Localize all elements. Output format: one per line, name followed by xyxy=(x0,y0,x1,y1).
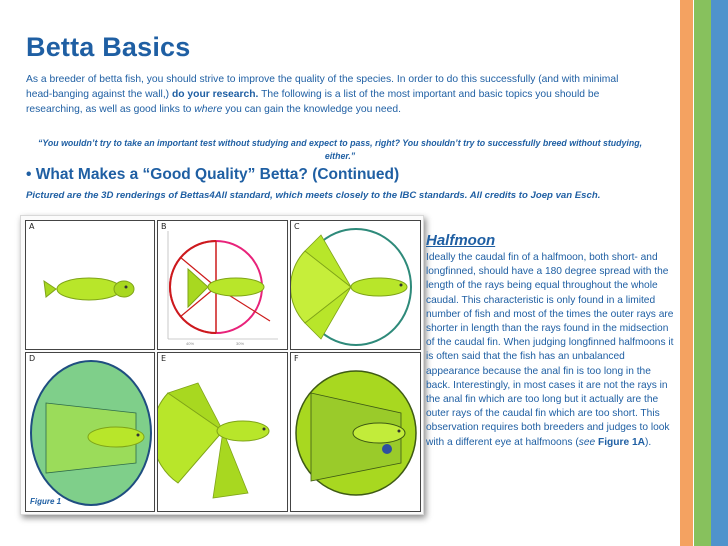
fish-rendering-e xyxy=(158,353,288,512)
see-italic: see xyxy=(578,436,596,448)
intro-text-2: The following is a list of the most important and basic topics you should be researching, as well as good links to xyxy=(26,89,600,115)
intro-bold: do your research. xyxy=(171,89,259,100)
halfmoon-title: Halfmoon xyxy=(426,232,496,249)
figure-caption: Figure 1 xyxy=(30,497,62,506)
panel-label: A xyxy=(29,222,35,231)
stripe-blue xyxy=(711,0,728,546)
panel-a xyxy=(25,220,155,350)
measure-label: 40% xyxy=(186,341,195,346)
fish-rendering-f xyxy=(291,353,421,512)
panel-label: B xyxy=(161,222,167,231)
fish-rendering-d xyxy=(26,353,155,512)
intro-text-1: As a breeder of betta fish, you should strive to improve the quality of the species. In order to do this successfully (and with minimal head-banging against the wall,) xyxy=(26,74,619,100)
panel-label: F xyxy=(294,354,299,363)
panel-label: D xyxy=(29,354,36,363)
section-subheading: Pictured are the 3D renderings of Bettas4All standard, which meets closely to the IBC standards. All credits to Joep van Esch. xyxy=(26,190,601,201)
panel-c xyxy=(290,220,421,350)
halfmoon-end: ). xyxy=(644,436,652,448)
intro-paragraph xyxy=(26,72,646,117)
fish-rendering-c xyxy=(291,221,421,350)
panel-e xyxy=(157,352,288,512)
panel-f xyxy=(290,352,421,512)
section-heading: • What Makes a “Good Quality” Betta? (Continued) xyxy=(26,166,400,183)
fish-rendering-b xyxy=(158,221,288,350)
intro-italic: where xyxy=(194,104,223,115)
halfmoon-text xyxy=(426,251,676,450)
stripe-green xyxy=(694,0,711,546)
halfmoon-body: Ideally the caudal fin of a halfmoon, both short- and longfinned, should have a 180 degree spread with the length of the rays being equal throughout the whole caudal. This characteristic is only found in a limited number of fish and most of the times the outer rays are shorter in length than the rays found in the midsection of the caudal fin. When judging longfinned halfmoons it is often said that the fish has an unbalanced appearance because the anal fin is too long in the back. Interestingly, in most cases it are not the rays in the anal fin which are too long but it actually are the outer rays of the caudal fin which are too short. This observation requires both breeders and judges to look with a different eye at halfmoons ( xyxy=(426,252,674,448)
fish-rendering-a xyxy=(26,221,155,350)
stripe-orange xyxy=(680,0,693,546)
intro-text-3: you can gain the knowledge you need. xyxy=(222,104,401,115)
figure-1 xyxy=(20,215,424,515)
panel-label: C xyxy=(294,222,300,231)
quote: “You wouldn’t try to take an important test without studying and expect to pass, right? You shouldn’t try to successfully breed without studying, either.” xyxy=(37,138,643,161)
panel-b xyxy=(157,220,288,350)
panel-label: E xyxy=(161,354,167,363)
figure-reference: Figure 1A xyxy=(598,436,645,448)
decorative-stripes xyxy=(678,0,728,546)
page-title: Betta Basics xyxy=(26,32,191,62)
panel-d xyxy=(25,352,155,512)
measure-label: 30% xyxy=(236,341,245,346)
